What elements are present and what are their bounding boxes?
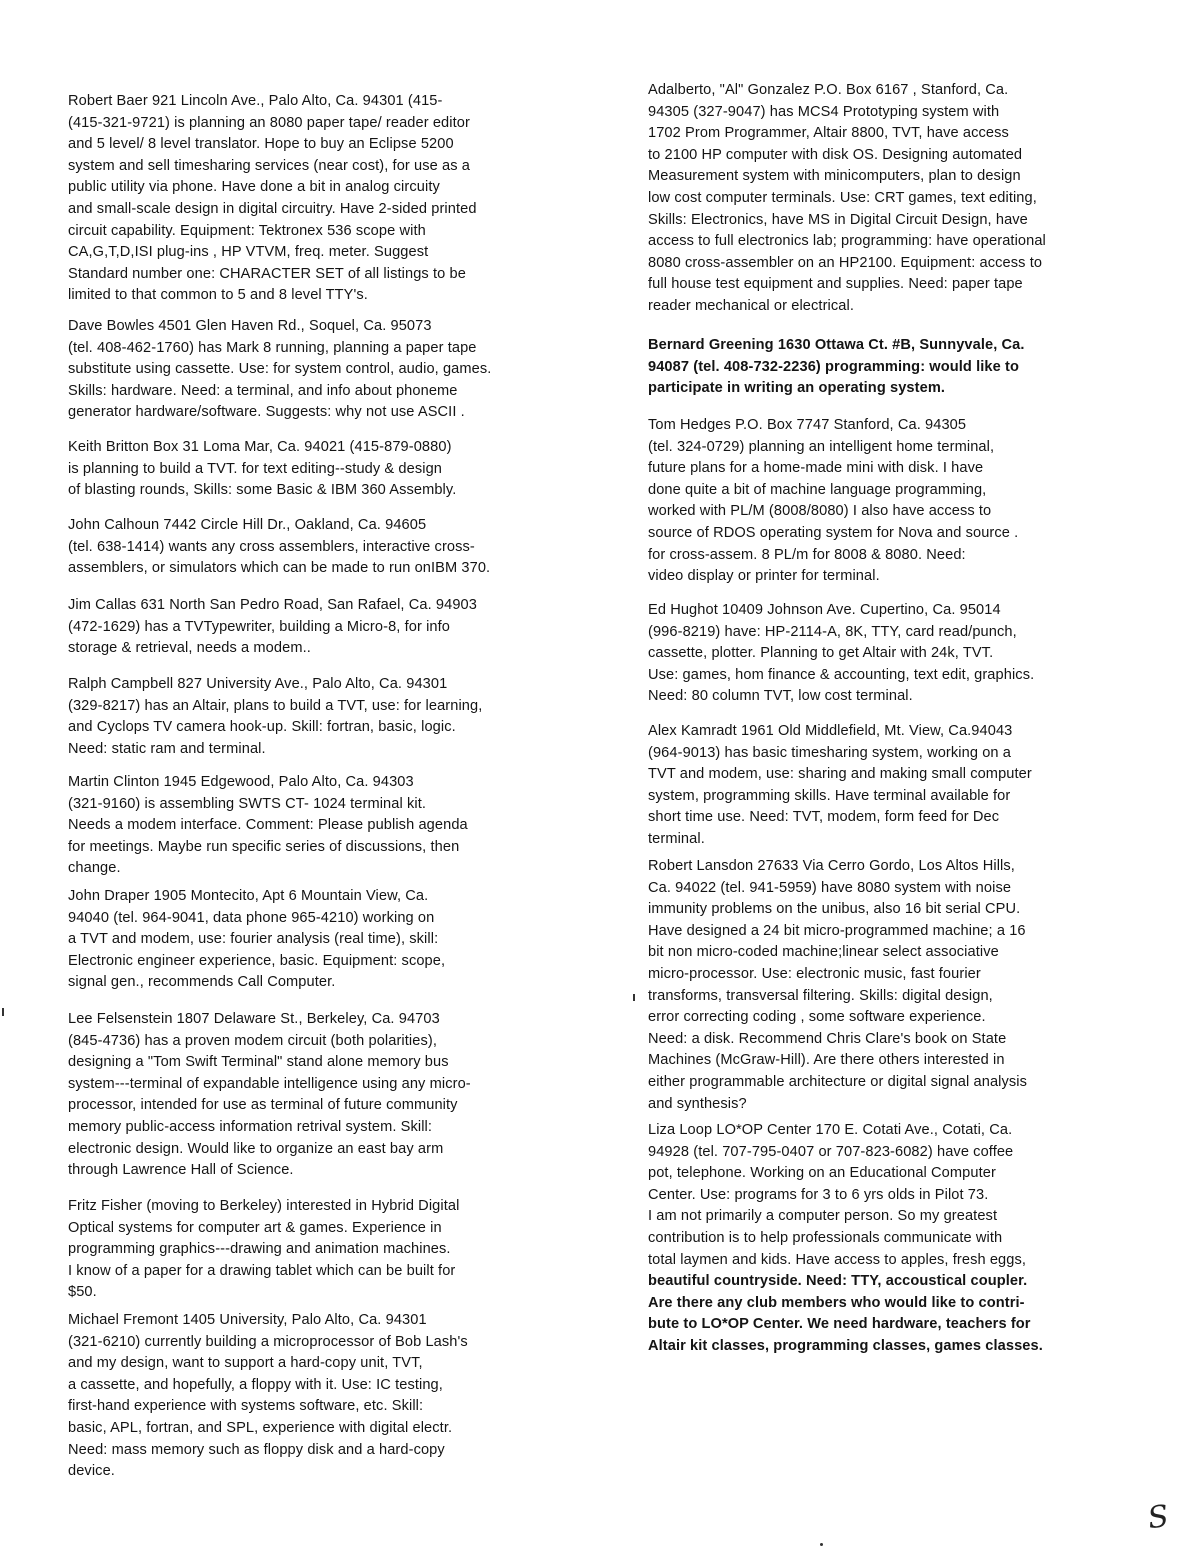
entry-michael-fremont (68, 1310, 608, 1483)
entry-line: Liza Loop LO*OP Center 170 E. Cotati Ave., Cotati, Ca. (648, 1122, 1013, 1138)
entry-line: Alex Kamradt 1961 Old Middlefield, Mt. View, Ca.94043 (648, 723, 1013, 739)
entry-alex-kamradt (648, 721, 1138, 851)
entry-line: cassette, plotter. Planning to get Altair with 24k, TVT. (648, 645, 994, 662)
entry-tom-hedges (648, 415, 1138, 588)
entry-al-gonzalez (648, 80, 1138, 318)
scan-speck (820, 1543, 823, 1546)
entry-line: done quite a bit of machine language programming, (648, 481, 987, 498)
entry-line: a cassette, and hopefully, a floppy with it. Use: IC testing, (68, 1376, 443, 1393)
entry-line: Need: static ram and terminal. (68, 740, 266, 757)
entry-line: Need: mass memory such as floppy disk and a hard-copy (68, 1441, 445, 1458)
entry-line: designing a "Tom Swift Terminal" stand alone memory bus (68, 1054, 449, 1071)
entry-line: change. (68, 860, 121, 877)
entry-line: Robert Lansdon 27633 Via Cerro Gordo, Los Altos Hills, (648, 858, 1015, 874)
entry-line: Dave Bowles 4501 Glen Haven Rd., Soquel, Ca. 95073 (68, 318, 432, 334)
entry-line: $50. (68, 1284, 97, 1301)
entry-john-draper (68, 886, 608, 994)
entry-line: 1702 Prom Programmer, Altair 8800, TVT, have access (648, 125, 1009, 142)
entry-line: error correcting coding , some software experience. (648, 1009, 986, 1026)
entry-line: reader mechanical or electrical. (648, 297, 854, 314)
entry-line: Have designed a 24 bit micro-programmed machine; a 16 (648, 922, 1026, 939)
entry-line: (964-9013) has basic timesharing system, working on a (648, 744, 1012, 761)
entry-line: Skills: Electronics, have MS in Digital Circuit Design, have (648, 211, 1028, 228)
entry-line: for cross-assem. 8 PL/m for 8008 & 8080. Need: (648, 546, 966, 563)
entry-line: micro-processor. Use: electronic music, fast fourier (648, 965, 981, 982)
entry-line: Martin Clinton 1945 Edgewood, Palo Alto, Ca. 94303 (68, 774, 414, 790)
entry-line: future plans for a home-made mini with disk. I have (648, 460, 984, 477)
entry-line: CA,G,T,D,ISI plug-ins , HP VTVM, freq. meter. Suggest (68, 244, 429, 261)
entry-line: worked with PL/M (8008/8080) I also have access to (648, 503, 992, 520)
entry-line: substitute using cassette. Use: for system control, audio, games. (68, 361, 492, 378)
entry-john-calhoun (68, 515, 608, 580)
entry-line: access to full electronics lab; programming: have operational (648, 233, 1046, 250)
entry-line: assemblers, or simulators which can be made to run onIBM 370. (68, 560, 491, 577)
entry-line: Optical systems for computer art & games. Experience in (68, 1219, 442, 1236)
entry-line: and 5 level/ 8 level translator. Hope to buy an Eclipse 5200 (68, 136, 454, 153)
entry-line: system---terminal of expandable intelligence using any micro- (68, 1075, 471, 1092)
entry-line: and Cyclops TV camera hook-up. Skill: fortran, basic, logic. (68, 719, 456, 736)
entry-line: (tel. 408-462-1760) has Mark 8 running, planning a paper tape (68, 339, 477, 356)
entry-line: Use: games, hom finance & accounting, text edit, graphics. (648, 666, 1035, 683)
entry-line: memory public-access information retrival system. Skill: (68, 1118, 433, 1135)
entry-bernard-greening (648, 335, 1138, 400)
entry-ralph-campbell (68, 674, 608, 760)
entry-line: participate in writing an operating system. (648, 380, 946, 397)
entry-line: John Draper 1905 Montecito, Apt 6 Mountain View, Ca. (68, 888, 429, 904)
entry-line: Skills: hardware. Need: a terminal, and info about phoneme (68, 382, 458, 399)
entry-line: (329-8217) has an Altair, plans to build a TVT, use: for learning, (68, 697, 483, 714)
entry-line: beautiful countryside. Need: TTY, accoustical coupler. (648, 1273, 1028, 1290)
entry-line: Ralph Campbell 827 University Ave., Palo Alto, Ca. 94301 (68, 676, 448, 692)
entry-line: public utility via phone. Have done a bit in analog circuity (68, 179, 440, 196)
entry-line: a TVT and modem, use: fourier analysis (real time), skill: (68, 931, 439, 948)
entry-line: I am not primarily a computer person. So my greatest (648, 1208, 998, 1225)
entry-line: (tel. 324-0729) planning an intelligent home terminal, (648, 438, 995, 455)
entry-line: Jim Callas 631 North San Pedro Road, San Rafael, Ca. 94903 (68, 597, 477, 613)
entry-keith-britton (68, 437, 608, 502)
entry-liza-loop (648, 1120, 1138, 1358)
entry-line: Michael Fremont 1405 University, Palo Alto, Ca. 94301 (68, 1312, 427, 1328)
entry-dave-bowles (68, 316, 608, 424)
entry-line: Machines (McGraw-Hill). Are there others interested in (648, 1052, 1005, 1069)
entry-line: (996-8219) have: HP-2114-A, 8K, TTY, card read/punch, (648, 623, 1017, 640)
entry-line: (845-4736) has a proven modem circuit (both polarities), (68, 1032, 437, 1049)
entry-line: bute to LO*OP Center. We need hardware, teachers for (648, 1316, 1031, 1333)
entry-line: John Calhoun 7442 Circle Hill Dr., Oakland, Ca. 94605 (68, 517, 427, 533)
entry-line: Ca. 94022 (tel. 941-5959) have 8080 system with noise (648, 879, 1012, 896)
entry-line: bit non micro-coded machine;linear select associative (648, 944, 999, 961)
entry-line: 94087 (tel. 408-732-2236) programming: would like to (648, 358, 1019, 375)
entry-line: system, programming skills. Have terminal available for (648, 787, 1011, 804)
entry-line: and small-scale design in digital circuitry. Have 2-sided printed (68, 200, 477, 217)
entry-line: video display or printer for terminal. (648, 568, 880, 585)
entry-line: Robert Baer 921 Lincoln Ave., Palo Alto, Ca. 94301 (415- (68, 93, 443, 109)
entry-line: Are there any club members who would like to contri- (648, 1294, 1025, 1311)
entry-ed-hughot (648, 600, 1138, 708)
entry-line: full house test equipment and supplies. Need: paper tape (648, 276, 1023, 293)
entry-line: Need: 80 column TVT, low cost terminal. (648, 688, 913, 705)
entry-line: Ed Hughot 10409 Johnson Ave. Cupertino, Ca. 95014 (648, 602, 1001, 618)
entry-line: Altair kit classes, programming classes, games classes. (648, 1337, 1043, 1354)
entry-line: Lee Felsenstein 1807 Delaware St., Berkeley, Ca. 94703 (68, 1011, 440, 1027)
entry-line: to 2100 HP computer with disk OS. Designing automated (648, 146, 1023, 163)
entry-line: device. (68, 1463, 115, 1480)
entry-line: immunity problems on the unibus, also 16 bit serial CPU. (648, 901, 1021, 918)
entry-line: Bernard Greening 1630 Ottawa Ct. #B, Sunnyvale, Ca. (648, 337, 1025, 353)
handwritten-page-mark: S (1145, 1498, 1171, 1537)
entry-line: of blasting rounds, Skills: some Basic & IBM 360 Assembly. (68, 482, 457, 499)
entry-robert-lansdon (648, 856, 1138, 1115)
entry-line: 94928 (tel. 707-795-0407 or 707-823-6082) have coffee (648, 1143, 1014, 1160)
entry-line: through Lawrence Hall of Science. (68, 1162, 294, 1179)
entry-line: basic, APL, fortran, and SPL, experience with digital electr. (68, 1419, 453, 1436)
entry-line: storage & retrieval, needs a modem.. (68, 640, 311, 657)
entry-line: contribution is to help professionals communicate with (648, 1229, 1003, 1246)
entry-line: first-hand experience with systems software, etc. Skill: (68, 1398, 424, 1415)
entry-jim-callas (68, 595, 608, 660)
entry-line: electronic design. Would like to organize an east bay arm (68, 1140, 444, 1157)
entry-line: Need: a disk. Recommend Chris Clare's book on State (648, 1030, 1007, 1047)
scan-speck (633, 994, 635, 1001)
entry-fritz-fisher (68, 1196, 608, 1304)
entry-line: 94305 (327-9047) has MCS4 Prototyping system with (648, 103, 1000, 120)
entry-line: for meetings. Maybe run specific series of discussions, then (68, 838, 460, 855)
entry-line: low cost computer terminals. Use: CRT games, text editing, (648, 189, 1037, 206)
entry-line: (321-6210) currently building a microprocessor of Bob Lash's (68, 1333, 468, 1350)
entry-line: Measurement system with minicomputers, plan to design (648, 168, 1021, 185)
entry-line: 94040 (tel. 964-9041, data phone 965-4210) working on (68, 909, 435, 926)
entry-martin-clinton (68, 772, 608, 880)
entry-line: system and sell timesharing services (near cost), for use as a (68, 157, 471, 174)
entry-line: 8080 cross-assembler on an HP2100. Equipment: access to (648, 254, 1043, 271)
entry-line: pot, telephone. Working on an Educational Computer (648, 1165, 996, 1182)
entry-line: circuit capability. Equipment: Tektronex 536 scope with (68, 222, 426, 239)
entry-line: Electronic engineer experience, basic. Equipment: scope, (68, 952, 446, 969)
entry-line: and my design, want to support a hard-copy unit, TVT, (68, 1355, 423, 1372)
entry-line: limited to that common to 5 and 8 level TTY's. (68, 287, 368, 304)
entry-line: signal gen., recommends Call Computer. (68, 974, 336, 991)
entry-line: (321-9160) is assembling SWTS CT- 1024 terminal kit. (68, 795, 427, 812)
entry-line: Adalberto, "Al" Gonzalez P.O. Box 6167 , Stanford, Ca. (648, 82, 1009, 98)
entry-line: Fritz Fisher (moving to Berkeley) interested in Hybrid Digital (68, 1198, 460, 1214)
entry-line: transforms, transversal filtering. Skills: digital design, (648, 987, 993, 1004)
entry-line: Needs a modem interface. Comment: Please publish agenda (68, 817, 468, 834)
entry-line: (415-321-9721) is planning an 8080 paper tape/ reader editor (68, 114, 470, 131)
entry-line: short time use. Need: TVT, modem, form feed for Dec (648, 809, 1000, 826)
scan-speck (2, 1008, 4, 1016)
entry-line: I know of a paper for a drawing tablet which can be built for (68, 1262, 456, 1279)
entry-line: Center. Use: programs for 3 to 6 yrs olds in Pilot 73. (648, 1186, 989, 1203)
entry-robert-baer (68, 91, 608, 307)
entry-line: total laymen and kids. Have access to apples, fresh eggs, (648, 1251, 1027, 1268)
entry-line: Keith Britton Box 31 Loma Mar, Ca. 94021 (415-879-0880) (68, 439, 452, 455)
entry-line: terminal. (648, 830, 705, 847)
entry-line: source of RDOS operating system for Nova and source . (648, 524, 1019, 541)
entry-lee-felsenstein (68, 1009, 608, 1182)
entry-line: Standard number one: CHARACTER SET of all listings to be (68, 265, 466, 282)
entry-line: (472-1629) has a TVTypewriter, building a Micro-8, for info (68, 618, 451, 635)
entry-line: processor, intended for use as terminal of future community (68, 1097, 458, 1114)
entry-line: (tel. 638-1414) wants any cross assemblers, interactive cross- (68, 538, 475, 555)
entry-line: generator hardware/software. Suggests: why not use ASCII . (68, 404, 465, 421)
entry-line: TVT and modem, use: sharing and making small computer (648, 766, 1032, 783)
entry-line: programming graphics---drawing and animation machines. (68, 1241, 451, 1258)
entry-line: and synthesis? (648, 1095, 747, 1112)
entry-line: is planning to build a TVT. for text editing--study & design (68, 460, 443, 477)
entry-line: either programmable architecture or digital signal analysis (648, 1073, 1028, 1090)
entry-line: Tom Hedges P.O. Box 7747 Stanford, Ca. 94305 (648, 417, 967, 433)
